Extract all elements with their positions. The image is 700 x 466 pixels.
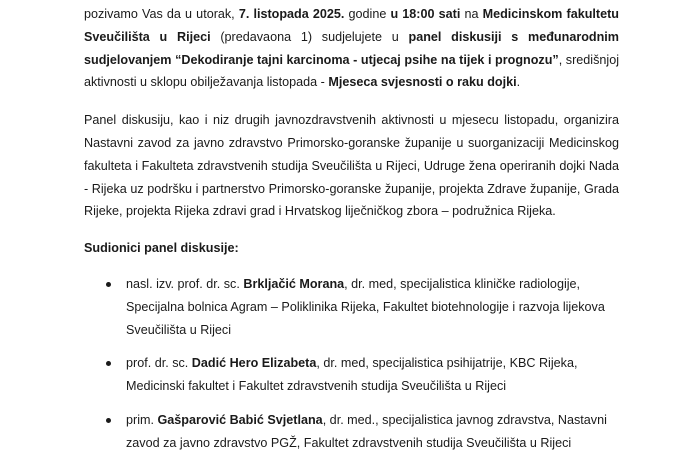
event-title: panel diskusiji s međunarodnim sudjelovanjem “Dekodiranje tajni karcinoma - utjecaj psihe na tijek i prognozu” [84, 29, 619, 67]
intro-text-5: , središnjoj aktivnosti u sklopu obilježavanja listopada - [84, 52, 619, 90]
organizers-paragraph: Panel diskusiju, kao i niz drugih javnozdravstvenih aktivnosti u mjesecu listopadu, organizira Nastavni zavod za javno zdravstvo Primorsko-goranske županije u suorganizaciji Medicinskog fakulteta i Fakulteta zdravstvenih studija Sveučilišta u Rijeci, Udruge žena operiranih dojki Nada - Rijeka uz podršku i partnerstvo Primorsko-goranske županije, projekta Zdrave županije, Grada Rijeke, projekta Rijeka zdravi grad i Hrvatskog liječničkog zbora – podružnica Rijeka. [84, 113, 619, 219]
bullet-icon [106, 361, 111, 366]
intro-text-1: pozivamo Vas da u utorak, [84, 7, 239, 21]
participants-heading: Sudionici panel diskusije: [84, 241, 239, 256]
event-date: 7. listopada 2025. [238, 7, 345, 21]
list-item [84, 273, 619, 341]
document-page [84, 3, 619, 466]
bullet-icon [106, 282, 111, 287]
participant-details: , dr. med, specijalistica psihijatrije, KBC Rijeka, Medicinski fakultet i Fakultet zdravstvenih studija Sveučilišta u Rijeci [126, 356, 578, 394]
event-time: u 18:00 sati [390, 7, 461, 21]
list-item [84, 352, 619, 398]
bullet-icon [106, 418, 111, 423]
participant-name: Gašparović Babić Svjetlana [157, 412, 323, 427]
intro-text-2: godine [344, 7, 391, 21]
intro-text-4: (predavaona 1) sudjelujete u [210, 29, 409, 44]
participant-title: prof. dr. sc. [126, 356, 192, 371]
intro-text-3: na [460, 7, 483, 21]
intro-text-6: . [516, 75, 521, 90]
participant-details: , dr. med., specijalistica javnog zdravstva, Nastavni zavod za javno zdravstvo PGŽ, Fakultet zdravstvenih studija Sveučilišta u Rijeci [126, 412, 607, 450]
list-item [84, 409, 619, 455]
participants-list [84, 273, 619, 455]
participant-name: Dadić Hero Elizabeta [191, 356, 317, 371]
participant-title: nasl. izv. prof. dr. sc. [126, 276, 244, 291]
participant-details: , dr. med, specijalistica kliničke radiologije, Specijalna bolnica Agram – Poliklinika Rijeka, Fakultet biotehnologije i razvoja lijekova Sveučilišta u Rijeci [126, 276, 605, 337]
invitation-paragraph [84, 3, 619, 94]
participant-title: prim. [126, 412, 158, 427]
awareness-month: Mjeseca svjesnosti o raku dojki [328, 75, 517, 90]
event-venue: Medicinskom fakultetu Sveučilišta u Rijeci [84, 7, 619, 44]
participant-name: Brkljačić Morana [243, 276, 345, 291]
